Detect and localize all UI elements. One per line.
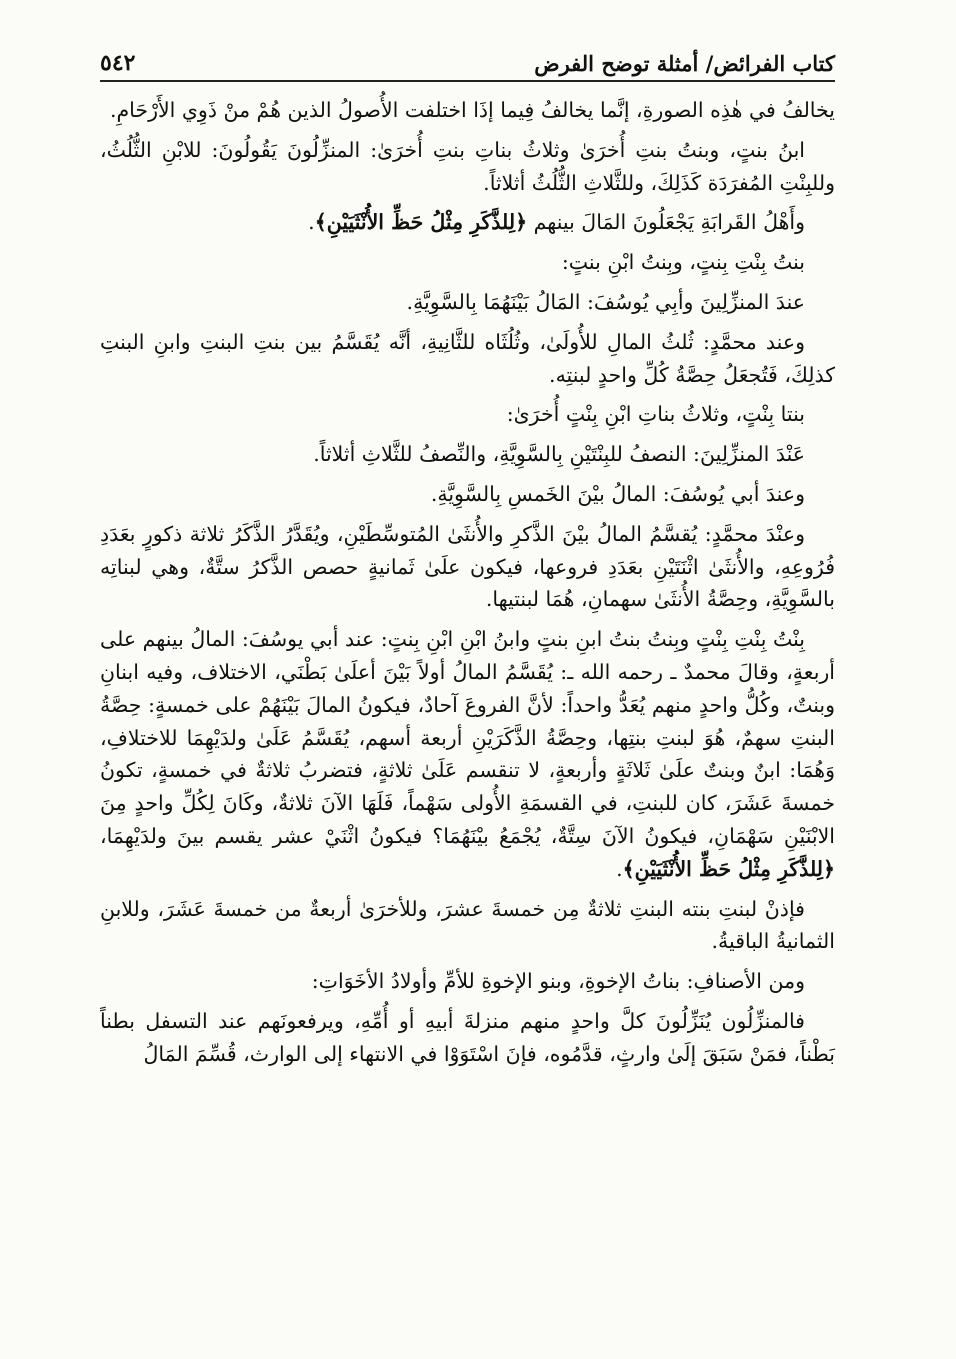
quran-quote: ﴿لِلذَّكَرِ مِثْلُ حَظِّ الأُنْثَيَيْنِ﴾ <box>314 210 528 235</box>
page-body <box>100 94 835 1078</box>
paragraph-9 <box>100 478 835 511</box>
paragraph-13 <box>100 965 835 998</box>
header-title: كتاب الفرائض/ أمثلة توضح الفرض <box>534 51 835 76</box>
paragraph-2 <box>100 134 835 200</box>
paragraph-8 <box>100 438 835 471</box>
paragraph-3-tail: . <box>308 210 315 235</box>
paragraph-2-text: ابنُ بنتٍ، وبنتُ بنتِ أُخرَىٰ وثلاثُ بناتِ بنتِ أُخرَىٰ: المنزِّلُونَ يَقُولُونَ: للابْنِ الثُّلُثُ، وللبِنْتِ المُفرَدَة كَذَلِكَ، وللثَّلاثِ الثُّلُثُ أثلاثاً. <box>100 137 835 195</box>
paragraph-14 <box>100 1005 835 1071</box>
paragraph-3-text: وأَهْلُ القَرابَةِ يَجْعَلُونَ المَالَ بينهم <box>533 210 805 235</box>
page-number: ٥٤٢ <box>100 50 136 76</box>
paragraph-13-text: ومن الأصنافِ: بناتُ الإخوةِ، وبنو الإخوةِ للأمِّ وأولادُ الأخَوَاتِ: <box>311 969 805 994</box>
paragraph-6 <box>100 326 835 392</box>
paragraph-11 <box>100 623 835 885</box>
paragraph-1-text: يخالفُ في هٰذِه الصورةِ، إنَّما يخالفُ فِيما إذَا اختلفت الأُصولُ الذين هُمْ منْ ذَوِي الأَرْحَامِ. <box>109 98 835 122</box>
paragraph-11-text: بِنْتُ بِنْتِ بِنْتٍ وبِنتُ بنتُ ابنِ بنتٍ وابنُ ابْنِ ابْنِ بِنتٍ: عند أبي يوسُفَ: المالُ بينهم على أربعةٍ، وقالَ محمدٌ ـ رحمه الله ـ: يُقَسَّمُ المالُ أولاً بَيْنَ أعلَىٰ بَطْنَي، الاختلاف، وفيه ابنانِ وبنتٌ، وكُلُّ واحدٍ منهم يُعَدُّ واحداً: لأنَّ الفروعَ آحادٌ، فيكونُ المالَ بَيْنَهُمْ على خمسةٍ: حِصَّةُ البنتِ سهمٌ، هُوَ لبنتِ بنتِها، وحِصَّةُ الذَّكَرَيْنِ أربعة أسهم، يُقَسَّمُ عَلَىٰ ولدَيْهِمَا للاختلافِ، وَهُمَا: ابنٌ وبنتٌ علَىٰ ثَلاثَةٍ وأربعةٍ، لا تنقسم عَلَىٰ ثلاثةٍ، فتضربُ ثلاثةٌ في خمسةٍ، تكونُ خمسةَ عَشَرَ، كان للبنتِ، في القسمَةِ الأُولى سَهْماً، فَلَهَا الآنَ ثلاثةٌ، وكَانَ لِكُلِّ واحدٍ مِنَ الابْنَيْنِ سَهْمَانِ، فيكونُ الآنَ سِتَّةٌ، يُجْمَعُ بيْنَهُمَا؟ فيكونُ اثْنَيْ عشر يقسم بينَ ولدَيْهِمَا، <box>100 627 835 848</box>
document-page <box>100 0 835 1359</box>
paragraph-9-text: وعندَ أبي يُوسُفَ: المالُ بيْنَ الخَمسِ بِالسَّوِيَّةِ. <box>430 481 805 506</box>
header-divider <box>100 80 835 82</box>
paragraph-10 <box>100 518 835 616</box>
paragraph-7-text: بنتا بِنْتٍ، وثلاثُ بناتِ ابْنِ بِنْتٍ أُخرَىٰ: <box>506 402 805 427</box>
paragraph-10-text: وعنْدَ محمَّدٍ: يُقسَّمُ المالُ بيْنَ الذَّكرِ والأُنثَىٰ المُتوسِّطَيْنِ، ويُقَدَّرُ الذَّكَرُ ثلاثة ذكورٍ بعَدَدِ فُرُوعِهِ، والأُنثَىٰ اثْنَتَيْنِ بعَدَدِ فروعها، فيكون علَىٰ ثَمانيةٍ حصص الذَّكرُ ستَّةٌ، وهي لبناتِه بالسَّوِيَّةِ، وحِصَّةُ الأُنثَىٰ سهمانِ، هُمَا لبنتيها. <box>100 521 835 612</box>
paragraph-4-text: بنتُ بِنْتِ بِنتٍ، وبِنتُ ابْنِ بنتٍ: <box>561 250 805 275</box>
paragraph-1 <box>100 94 835 127</box>
quran-quote: ﴿لِلذَّكَرِ مِثْلُ حَظِّ الأُنْثَيَيْنِ﴾ <box>622 856 835 881</box>
paragraph-6-text: وعند محمَّدٍ: ثُلثُ المالِ للأُولَىٰ، وثُلُثَاه للثَّانِيةِ، أنَّه يُقَسَّمُ بين بنتِ البنتِ وابنِ البنتِ كذلِكَ، فَتُجعَلُ حِصَّةُ كُلِّ واحدٍ لبنتِه. <box>100 329 835 387</box>
page-header <box>100 40 835 76</box>
paragraph-12-text: فإذنْ لبنتِ بنته البنتِ ثلاثةٌ مِن خمسةَ عشرَ، وللأخرَىٰ أربعةٌ من خمسةَ عَشَرَ، وللابنِ الثمانيةُ الباقيةُ. <box>100 896 835 954</box>
paragraph-7 <box>100 398 835 431</box>
paragraph-14-text: فالمنزِّلُون يُنَزِّلُونَ كلَّ واحدٍ منهم منزلةَ أبيهِ أو أُمِّهِ، ويرفعونَهم عند التسفل بطناً بَطْناً، فمَنْ سَبَقَ إلَىٰ وارثٍ، قدَّمُوه، فإنَ اسْتَوَوْا في الانتهاء إلى الوارث، قُسِّمَ المَالُ <box>100 1008 835 1066</box>
paragraph-12 <box>100 893 835 959</box>
paragraph-8-text: عَنْدَ المنزِّلِينَ: النصفُ للبِنْتَيْنِ بِالسَّوِيَّةِ، والنِّصفُ للثَّلاثِ أثلاثاً. <box>313 442 805 467</box>
paragraph-5-text: عندَ المنزِّلِينَ وأبِي يُوسُفَ: المَالُ بَيْنَهُمَا بِالسَّوِيَّةِ. <box>406 289 805 314</box>
paragraph-11-tail: . <box>616 856 623 881</box>
paragraph-3 <box>100 206 835 239</box>
paragraph-4 <box>100 246 835 279</box>
paragraph-5 <box>100 286 835 319</box>
